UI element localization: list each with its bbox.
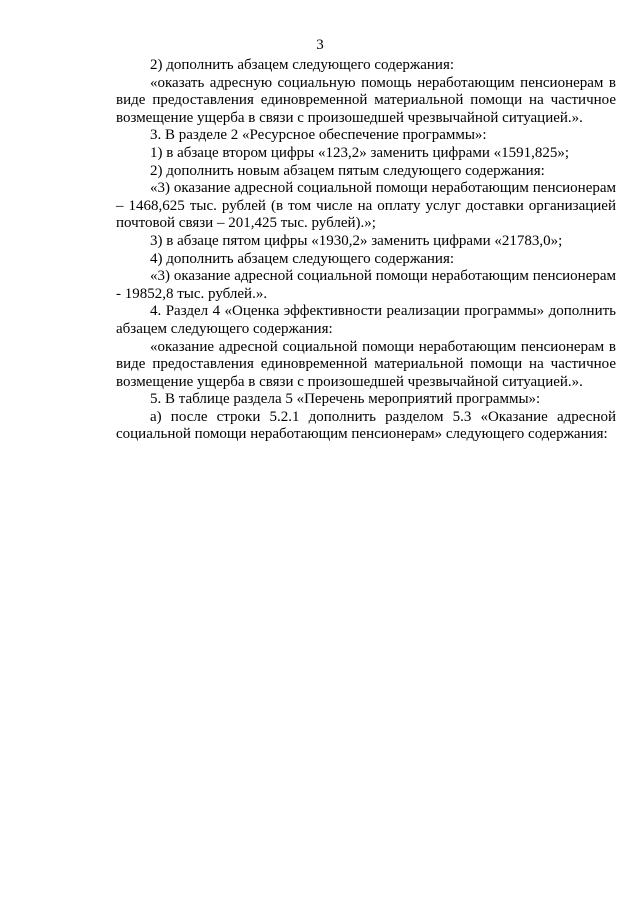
paragraph-quote-19852: «3) оказание адресной социальной помощи неработающим пенсионерам - 19852,8 тыс. рублей.».: [116, 268, 616, 302]
document-body: [116, 57, 616, 444]
paragraph-quote-effectiveness: «оказание адресной социальной помощи неработающим пенсионерам в виде предоставления единовременной материальной помощи на частичное возмещение ущерба в связи с произошедшей чрезвычайной ситуацией.».: [116, 338, 616, 390]
paragraph-section-2-item-2: 2) дополнить новым абзацем пятым следующего содержания:: [150, 162, 545, 179]
page-number: 3: [316, 37, 324, 53]
paragraph-section-2-heading: 3. В разделе 2 «Ресурсное обеспечение программы»:: [150, 127, 487, 144]
paragraph-section-5-heading: 5. В таблице раздела 5 «Перечень мероприятий программы»:: [150, 391, 541, 408]
paragraph-section-4-heading: 4. Раздел 4 «Оценка эффективности реализации программы» дополнить абзацем следующего содержания:: [116, 303, 616, 337]
paragraph-section-2-item-4: 4) дополнить абзацем следующего содержания:: [150, 250, 455, 267]
paragraph-section-5-item-a: а) после строки 5.2.1 дополнить разделом 5.3 «Оказание адресной социальной помощи неработающим пенсионерам» следующего содержания:: [116, 408, 616, 443]
paragraph-section-2-item-1: 1) в абзаце втором цифры «123,2» заменить цифрами «1591,825»;: [150, 144, 570, 161]
paragraph-quote-1468: «3) оказание адресной социальной помощи неработающим пенсионерам – 1468,625 тыс. рублей (в том числе на оплату услуг доставки организацией почтовой связи – 201,425 тыс. рублей).»;: [116, 180, 616, 232]
paragraph-amend-item-2: 2) дополнить абзацем следующего содержания:: [150, 57, 455, 73]
paragraph-section-2-item-3: 3) в абзаце пятом цифры «1930,2» заменить цифрами «21783,0»;: [150, 232, 563, 249]
paragraph-quote-assistance: «оказать адресную социальную помощь неработающим пенсионерам в виде предоставления единовременной материальной помощи на частичное возмещение ущерба в связи с произошедшей чрезвычайной ситуацией.».: [116, 74, 616, 126]
